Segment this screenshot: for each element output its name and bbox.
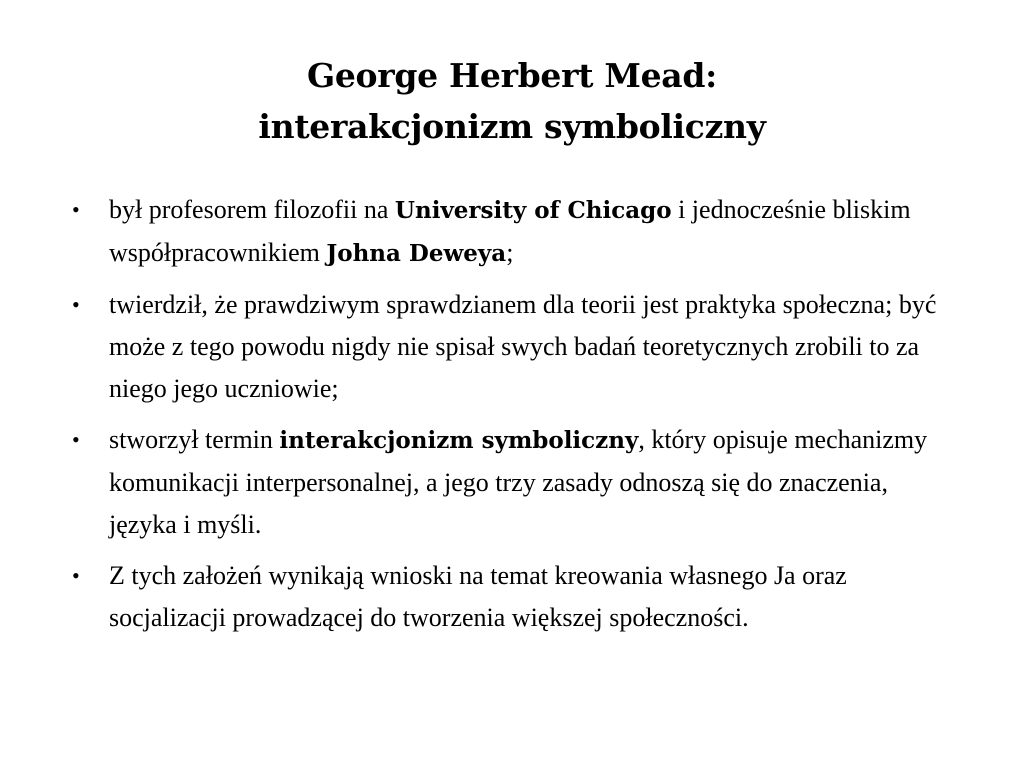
- bullet-item-4: [72, 555, 962, 639]
- bullet-item-1: [72, 189, 962, 275]
- bullet-1-text-c: ;: [506, 238, 514, 267]
- bullet-marker: •: [72, 197, 80, 222]
- bullet-4-text: Z tych założeń wynikają wnioski na temat kreowania własnego Ja oraz socjalizacji prowadzącej do tworzenia większej społeczności.: [109, 561, 847, 632]
- bullet-3-bold-term: interakcjonizm symboliczny: [279, 427, 639, 454]
- bullet-1-bold-university: University of Chicago: [394, 197, 672, 224]
- slide-title: [0, 50, 1024, 152]
- bullet-list: [72, 189, 962, 648]
- bullet-1-bold-dewey: Johna Deweya: [326, 240, 507, 267]
- bullet-3-text-b: , który opisuje mechanizmy komunikacji interpersonalnej, a jego trzy zasady odnoszą się do znaczenia, języka i myśli.: [109, 425, 928, 539]
- bullet-item-2: [72, 284, 962, 410]
- bullet-3-text-a: stworzył termin: [109, 425, 280, 454]
- bullet-marker: •: [72, 563, 80, 588]
- bullet-marker: •: [72, 292, 80, 317]
- bullet-1-text-a: był profesorem filozofii na: [109, 195, 395, 224]
- bullet-item-3: [72, 419, 962, 546]
- title-line-2: interakcjonizm symboliczny: [258, 107, 766, 146]
- bullet-marker: •: [72, 427, 80, 452]
- bullet-2-text: twierdził, że prawdziwym sprawdzianem dla teorii jest praktyka społeczna; być może z tego powodu nigdy nie spisał swych badań teoretycznych zrobili to za niego jego uczniowie;: [109, 290, 937, 403]
- title-line-1: George Herbert Mead:: [306, 56, 718, 95]
- bullet-1-text-b: i jednocześnie bliskim współpracownikiem: [109, 195, 911, 267]
